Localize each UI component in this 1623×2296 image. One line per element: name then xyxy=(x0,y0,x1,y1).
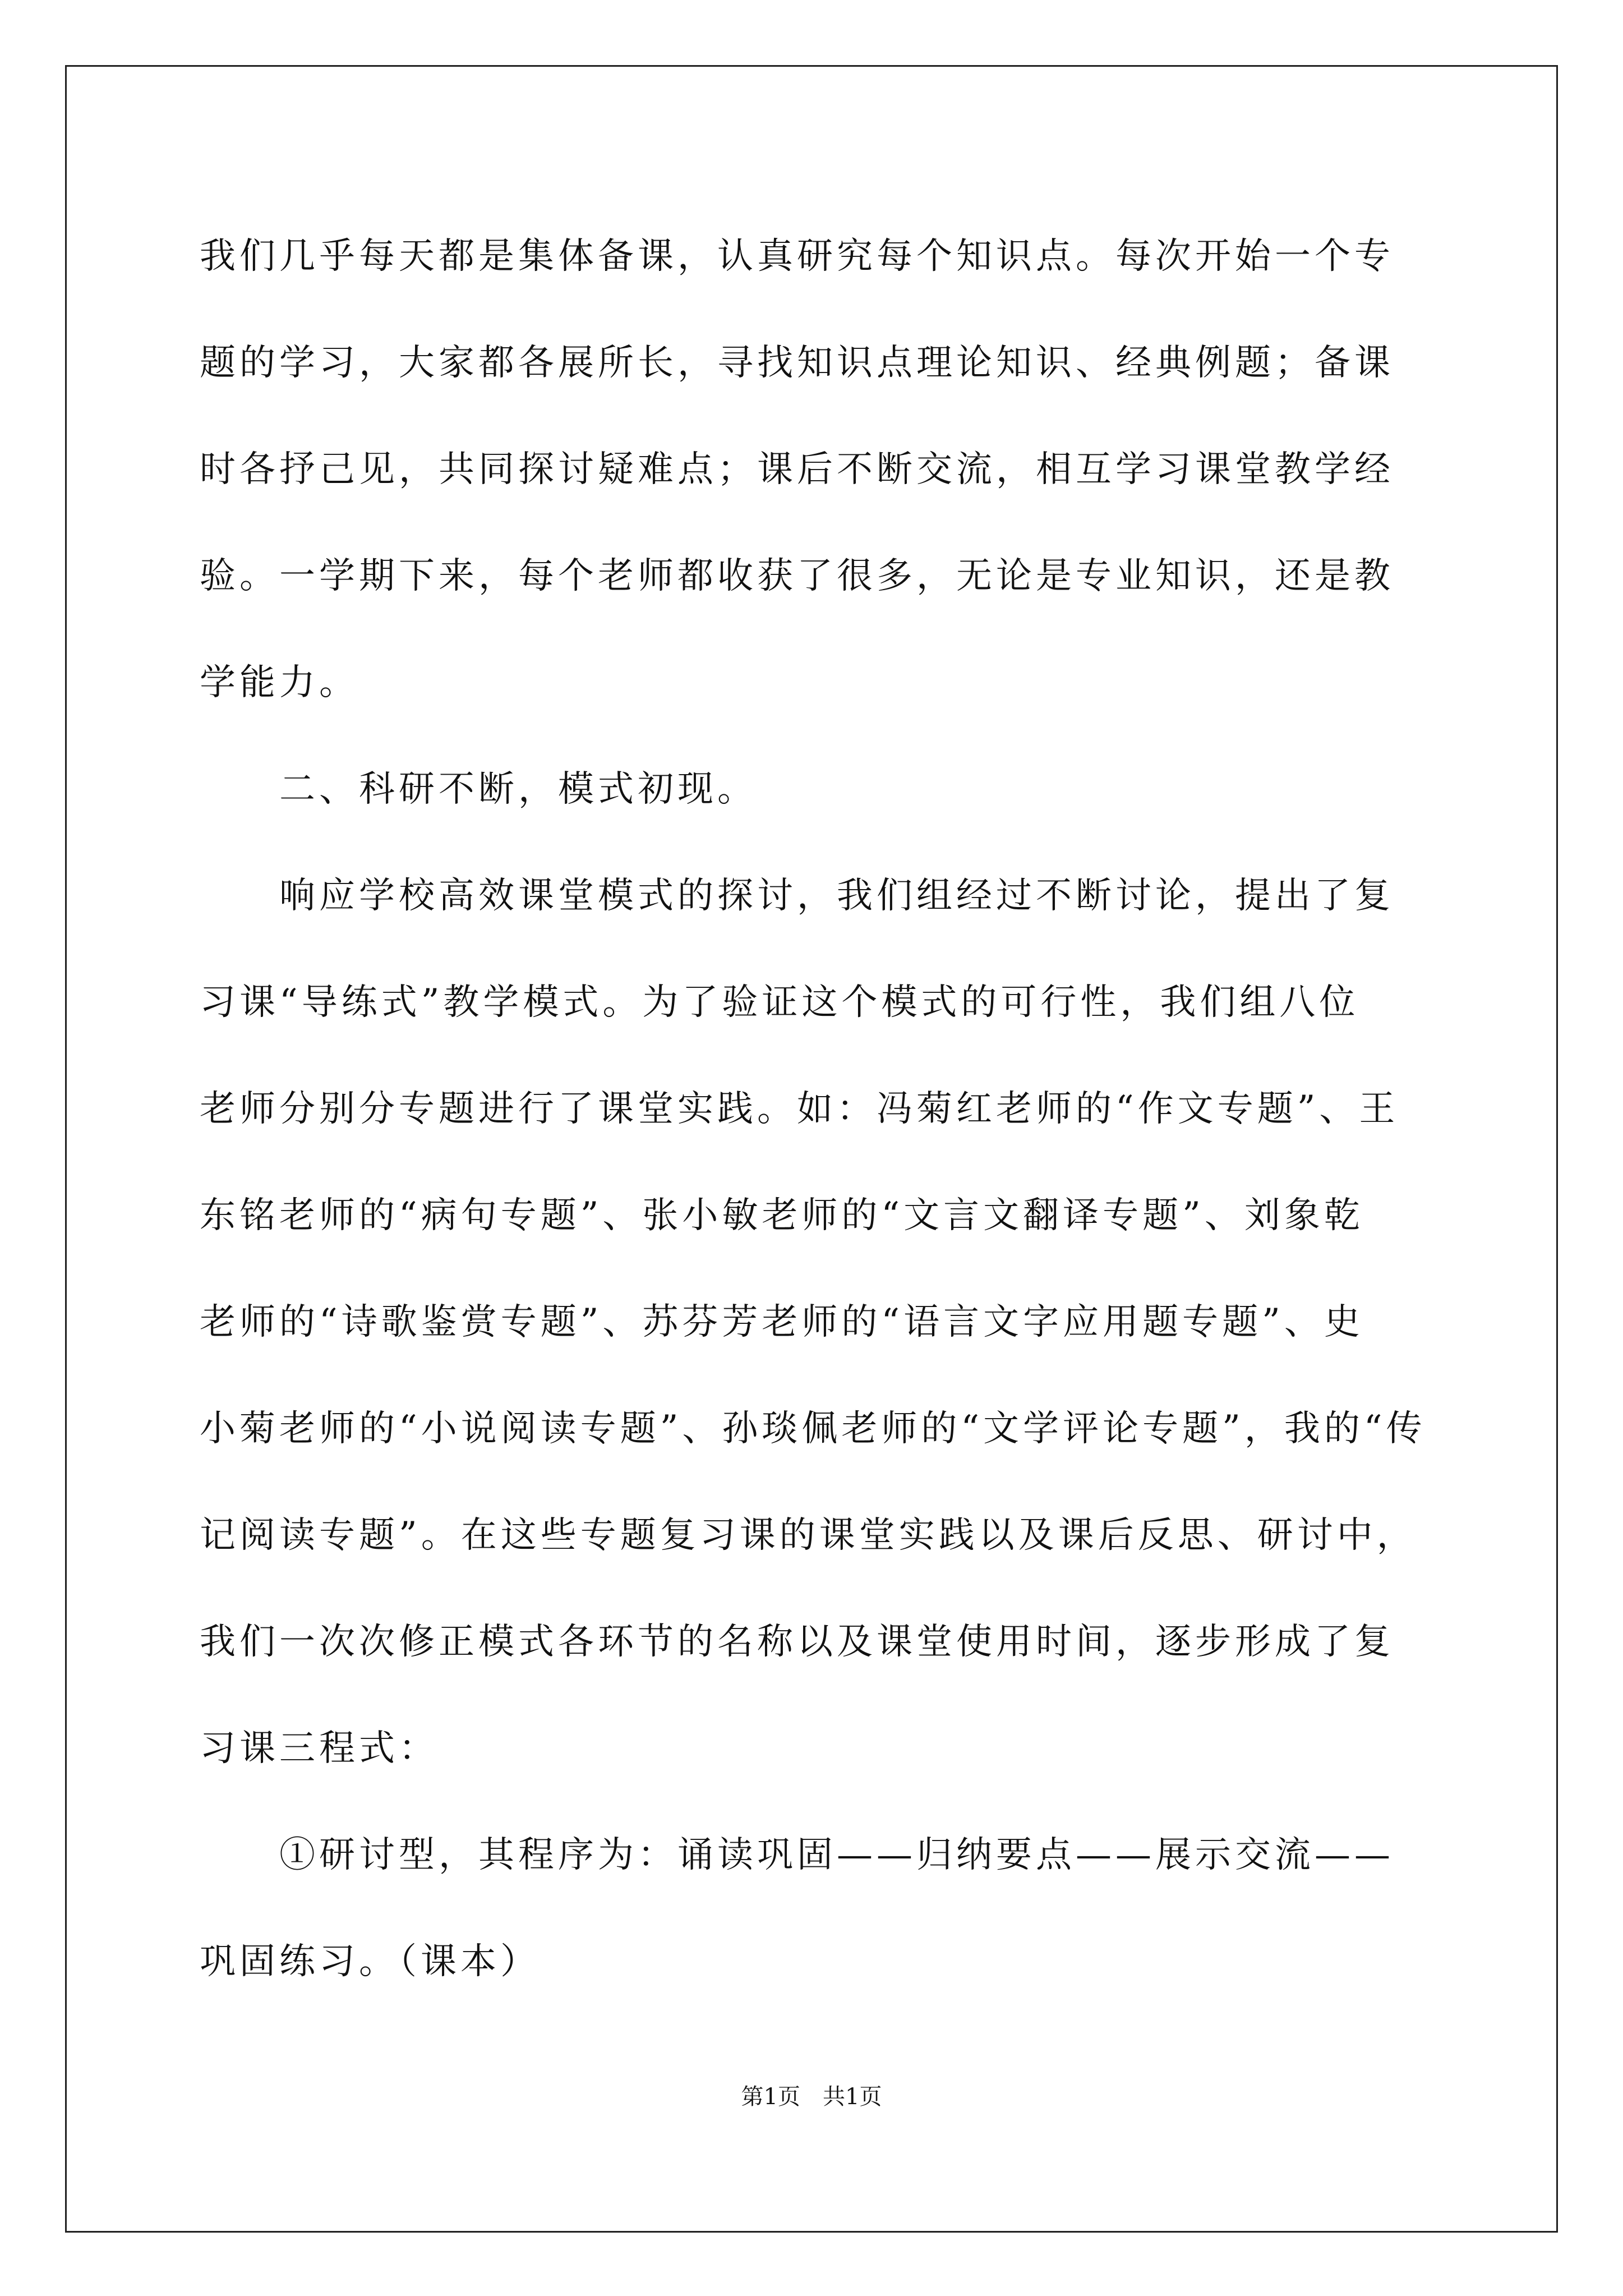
text-line: 习课“导练式”教学模式。为了验证这个模式的可行性，我们组八位 xyxy=(200,982,1359,1023)
text-line: 验。一学期下来，每个老师都收获了很多，无论是专业知识，还是教 xyxy=(200,555,1394,597)
text-line: 我们几乎每天都是集体备课，认真研究每个知识点。每次开始一个专 xyxy=(200,236,1394,277)
text-line: 我们一次次修正模式各环节的名称以及课堂使用时间，逐步形成了复 xyxy=(200,1621,1394,1663)
text-line: 老师分别分专题进行了课堂实践。如：冯菊红老师的“作文专题”、王 xyxy=(200,1088,1399,1130)
text-line: 时各抒己见，共同探讨疑难点；课后不断交流，相互学习课堂教学经 xyxy=(200,449,1394,490)
section-heading: 二、科研不断，模式初现。 xyxy=(200,769,757,810)
text-line: 习课三程式： xyxy=(200,1728,439,1769)
text-line: 小菊老师的“小说阅读专题”、孙琰佩老师的“文学评论专题”，我的“传 xyxy=(200,1408,1426,1450)
text-line: 响应学校高效课堂模式的探讨，我们组经过不断讨论，提出了复 xyxy=(200,875,1394,917)
text-line: 老师的“诗歌鉴赏专题”、苏芬芳老师的“语言文字应用题专题”、史 xyxy=(200,1301,1364,1343)
document-body xyxy=(200,203,1426,2015)
page-number-footer: 第1页 共1页 xyxy=(741,2084,882,2110)
text-line: 题的学习，大家都各展所长，寻找知识点理论知识、经典例题；备课 xyxy=(200,342,1394,384)
text-line: 东铭老师的“病句专题”、张小敏老师的“文言文翻译专题”、刘象乾 xyxy=(200,1195,1364,1236)
text-line: 记阅读专题”。在这些专题复习课的课堂实践以及课后反思、研讨中， xyxy=(200,1515,1417,1556)
text-line: 学能力。 xyxy=(200,662,359,703)
text-line: ①研讨型，其程序为：诵读巩固——归纳要点——展示交流—— xyxy=(200,1834,1394,1876)
text-line: 巩固练习。（课本） xyxy=(200,1941,540,1982)
